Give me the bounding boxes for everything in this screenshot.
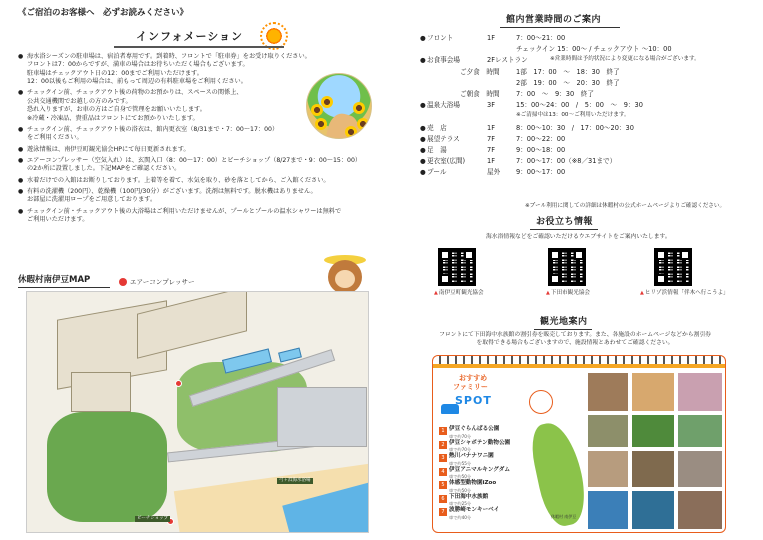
hours-name: 更衣室(広間) [427, 157, 466, 166]
hours-floor: 屋外 [487, 168, 501, 177]
spot-number: 6 [439, 495, 447, 503]
hours-row [420, 157, 740, 168]
photo-children [631, 372, 675, 412]
hours-row [420, 135, 740, 146]
qr-label-minamiizu: ▲ 南伊豆町観光協会 [434, 290, 484, 298]
information-list [18, 53, 362, 227]
hours-time: 7：00～17：00（※8／31まで） [516, 157, 617, 166]
qr-code-icon[interactable] [438, 248, 476, 286]
hours-time: ※営業時間は予約状況により変更になる場合がございます。 [550, 56, 700, 63]
hours-row [420, 112, 740, 123]
hours-name: お食事会場 [427, 56, 460, 65]
spot-distance: 車で約55分 [449, 460, 472, 466]
izu-peninsula-map [527, 419, 592, 530]
hours-time: 1部 17：00 ～ 18：30 終了 [516, 67, 620, 76]
qr-code-icon[interactable] [654, 248, 692, 286]
spot-name: 波勝崎モンキーベイ [449, 507, 500, 513]
hours-row [420, 79, 740, 90]
pool-note: ※プール利用に関しての詳細は休暇村の公式ホームページよりご確認ください。 [525, 203, 726, 209]
map-title-underline [18, 287, 110, 288]
spot-distance: 車で約50分 [449, 487, 472, 493]
photo-tortoise [631, 450, 675, 488]
info-text: フロントは7：00からですが、満車の場合はお待ちいただく場合もございます。 [27, 61, 249, 69]
photo-alpaca [587, 450, 629, 488]
info-item-luggage [18, 89, 338, 122]
hours-bullet: ● [420, 145, 426, 154]
hours-row [420, 101, 740, 112]
hours-floor: 1F [487, 34, 495, 42]
useful-info-title: お役立ち情報 [536, 217, 594, 227]
spot-name: 伊豆アニマルキングダム [449, 466, 510, 473]
sunflower-icon [357, 118, 369, 130]
guest-notice: 《ご宿泊のお客様へ 必ずお読みください》 [18, 8, 189, 18]
beach-name-tag: 弓ヶ浜海水浴場 [279, 478, 311, 483]
useful-info-desc: 海水浴情報などをご確認いただけるウエブサイトをご案内いたします。 [486, 234, 671, 240]
spot-item [439, 426, 509, 440]
hours-name: プール [427, 168, 447, 177]
hours-name: 展望テラス [427, 134, 460, 143]
hours-bullet: ● [420, 34, 426, 42]
hotel-wing [137, 291, 247, 359]
sunflower-icon [353, 102, 365, 114]
spot-name: 体感型動物園iZoo [449, 480, 497, 486]
hours-row [420, 68, 740, 79]
spot-item [439, 467, 509, 481]
qr-corner [440, 274, 450, 284]
family-spot-calendar [432, 355, 726, 533]
spot-number: 3 [439, 454, 447, 462]
info-text: 12：00以後もご利用の場合は、前もって周辺の有料駐車場をご利用ください。 [27, 78, 247, 86]
sightseeing-title-underline [534, 329, 592, 330]
hotel-lower-building [71, 372, 131, 412]
spot-name: 伊豆ぐらんぱる公園 [449, 426, 500, 432]
air-compressor-marker-icon [119, 278, 127, 286]
qr-corner [656, 274, 666, 284]
info-item-air-compressor [18, 156, 362, 174]
hours-time: 7：00 ～ 9：30 終了 [516, 89, 594, 98]
spot-distance: 車で約50分 [449, 474, 472, 480]
hours-name: 足 湯 [427, 145, 447, 154]
spot-distance: 車で約25分 [449, 501, 472, 507]
photo-girl [677, 372, 723, 412]
sightseeing-title: 観光地案内 [540, 317, 588, 327]
info-text: 恐れ入りますが、お車の方はご自身で管理をお願いいたします。 [27, 106, 206, 114]
spot-number: 7 [439, 508, 447, 516]
info-text: 駐車場はチェックアウト日の12：00までご利用いただけます。 [27, 69, 203, 77]
spot-list [439, 426, 509, 521]
hours-row [420, 56, 740, 67]
hours-floor: 7F [487, 145, 495, 154]
photo-crocodile [631, 414, 675, 448]
hours-row [420, 168, 740, 179]
spot-number: 4 [439, 468, 447, 476]
hours-row [420, 34, 740, 45]
hours-floor: 7F [487, 134, 495, 143]
qr-corner [440, 250, 450, 260]
info-text: ※冷蔵・冷凍品、貴重品はフロントにてお預かりいたします。 [27, 114, 199, 122]
sunflower-icon [315, 118, 327, 130]
spot-item [439, 507, 509, 521]
hours-bullet: ● [420, 168, 426, 177]
spot-name: 下田海中水族館 [449, 493, 489, 500]
hours-row [420, 124, 740, 135]
photo-monkeys [677, 450, 723, 488]
sun-icon [264, 26, 284, 46]
air-compressor-marker-entrance [175, 380, 182, 387]
left-column [18, 8, 373, 533]
hours-row [420, 45, 740, 56]
info-text: ● 遊泳情報は、南伊豆町観光協会HPにて毎日更新されます。 [27, 145, 190, 153]
info-text: ● 水着だけでの入館はお断りしております。上着等を着て、水気を取り、砂を落としてから、ご入館ください。 [27, 176, 330, 184]
map-title: 休暇村南伊豆MAP [18, 275, 91, 285]
qr-label-shimoda: ▲ 下田市観光協会 [546, 290, 590, 298]
hotel-location-label: 休暇村 南伊豆 [551, 514, 577, 519]
info-text: ご利用いただけます。 [27, 216, 89, 224]
info-text: ● エアーコンプレッサー（空気入れ）は、玄関入口（8：00～17：00）とビーチショップ（8/27まで・9：00～15：00） [27, 156, 362, 164]
hours-bullet: ● [420, 134, 426, 143]
hours-floor: 1F [487, 157, 495, 166]
calendar-rings [433, 356, 725, 364]
hours-name: 温泉大浴場 [427, 101, 460, 110]
hours-time: 2部 19：00 ～ 20：30 終了 [516, 78, 620, 87]
spot-number: 2 [439, 441, 447, 449]
photo-monkey-bay [677, 490, 723, 530]
info-text: お部屋に洗濯用ロープをご用意しております。 [27, 196, 157, 204]
hours-table [420, 34, 740, 179]
info-text: ● チェックイン前・チェックアウト後の大浴場はご利用いただけませんが、プールとプールの温水シャワーは無料で [27, 207, 342, 215]
qr-corner [656, 250, 666, 260]
parking-lot [277, 387, 367, 447]
hours-time: ※ご清掃中は13：00～ご利用いただけます。 [516, 112, 630, 119]
hours-bullet: ● [420, 101, 426, 110]
info-text: の2か所に設置しました。下記MAPをご確認ください。 [27, 165, 181, 173]
qr-corner [464, 250, 474, 260]
info-text: 公共交通機関でお越しの方のみです。 [27, 97, 132, 105]
hours-name: 売 店 [427, 123, 447, 132]
hours-bullet: ● [420, 56, 426, 65]
spot-item [439, 440, 509, 454]
info-text: をご利用ください。 [27, 134, 83, 142]
spot-heading [441, 374, 511, 424]
hours-name: ご夕食 時間 [460, 67, 500, 76]
photo-bananas [677, 414, 723, 448]
info-text: ● チェックイン前、チェックアウト後の浴衣は、館内更衣室（8/31まで・7：00～17：00） [27, 125, 279, 133]
hours-floor: 2Fレストラン [487, 56, 528, 65]
info-item-laundry [18, 188, 338, 205]
hours-time: チェックイン 15：00～ / チェックアウト ～10：00 [516, 45, 672, 54]
hours-time: 8：00～10：30 / 17：00～20：30 [516, 123, 634, 132]
hours-time: 9：00～17：00 [516, 168, 566, 177]
sunflower-icon [345, 126, 357, 138]
spot-name: 伊豆シャボテン動物公園 [449, 439, 511, 446]
hours-floor: 3F [487, 101, 495, 110]
useful-title-underline [530, 229, 598, 230]
info-item-changing-room [18, 126, 338, 143]
sunflower-icon [321, 96, 333, 108]
hours-floor: 1F [487, 123, 495, 132]
spot-name: 熱川バナナワニ園 [449, 453, 494, 459]
sightseeing-desc [410, 332, 740, 348]
air-compressor-legend: エアーコンプレッサー [130, 278, 195, 286]
info-text: ● チェックイン前、チェックアウト後の荷物のお預かりは、スペースの関係上、 [27, 89, 243, 97]
info-item-swim-info [18, 146, 338, 154]
spot-sub-title: おすすめ [459, 374, 488, 382]
hours-time: 15：00～24：00 / 5：00 ～ 9：30 [516, 101, 643, 110]
photo-dolphins [631, 490, 675, 530]
hours-time: 7：00～22：00 [516, 134, 566, 143]
qr-code-icon[interactable] [548, 248, 586, 286]
qr-corner [680, 250, 690, 260]
hours-title: 館内営業時間のご案内 [506, 15, 602, 25]
spot-sub-title-2: ファミリー [453, 383, 488, 391]
calendar-band [433, 364, 725, 368]
hours-title-underline [500, 27, 620, 28]
spot-distance: 車で約70分 [449, 433, 472, 439]
spot-item [439, 480, 509, 494]
desc-line: フロントにて下田海中水族館の割引券を販売しております。また、各施設のホームページなどから割引券 [439, 332, 711, 338]
spot-big-title: SPOT [455, 394, 492, 407]
info-text: ● 有料の洗濯機（200円）、乾燥機（100円/30分）がございます。洗剤は無料です。脱水機はありません。 [27, 188, 317, 196]
spot-distance: 車で約40分 [449, 514, 472, 520]
hours-time: 9：00～18：00 [516, 145, 566, 154]
hotel-badge [529, 390, 553, 414]
qr-corner [550, 274, 560, 284]
right-column [400, 8, 745, 533]
qr-corner [550, 250, 560, 260]
hours-row [420, 90, 740, 101]
photo-park [587, 372, 629, 412]
hours-name: フロント [427, 34, 454, 42]
hours-row [420, 146, 740, 157]
info-text: ● 海水浴シーズンの駐車場は、宿泊者専用です。到着時、フロントで「駐車券」をお受け取りください。 [27, 53, 311, 60]
resort-map [26, 291, 369, 533]
sunflower-icon [311, 104, 323, 116]
monkey-mascot-icon [328, 260, 362, 294]
desc-line: を取得できる場合もございますので、施設情報とあわせてご確認ください。 [476, 339, 674, 346]
spot-distance: 車で約70分 [449, 447, 472, 453]
photo-capybara [587, 414, 629, 448]
beach-shop-tag: ビーチショップ [137, 516, 169, 521]
spot-number: 5 [439, 481, 447, 489]
spot-item [439, 453, 509, 467]
hours-name: ご朝食 時間 [460, 89, 500, 98]
sunflower-illustration [306, 73, 372, 139]
hours-bullet: ● [420, 123, 426, 132]
qr-label-hirizo: ▲ ヒリゾ浜情報「伴木へ行こうよ」 [640, 290, 729, 298]
spot-number: 1 [439, 427, 447, 435]
hours-bullet: ● [420, 157, 426, 166]
info-item-parking [18, 53, 338, 86]
title-underline [114, 46, 284, 48]
forest-area [47, 412, 167, 522]
spot-item [439, 494, 509, 508]
info-item-pool [18, 207, 342, 225]
hours-time: 7：00～21：00 [516, 34, 566, 42]
information-title: インフォメーション [136, 30, 244, 43]
qr-corner [574, 250, 584, 260]
info-item-swimsuit [18, 177, 338, 185]
photo-aquarium [587, 490, 629, 530]
